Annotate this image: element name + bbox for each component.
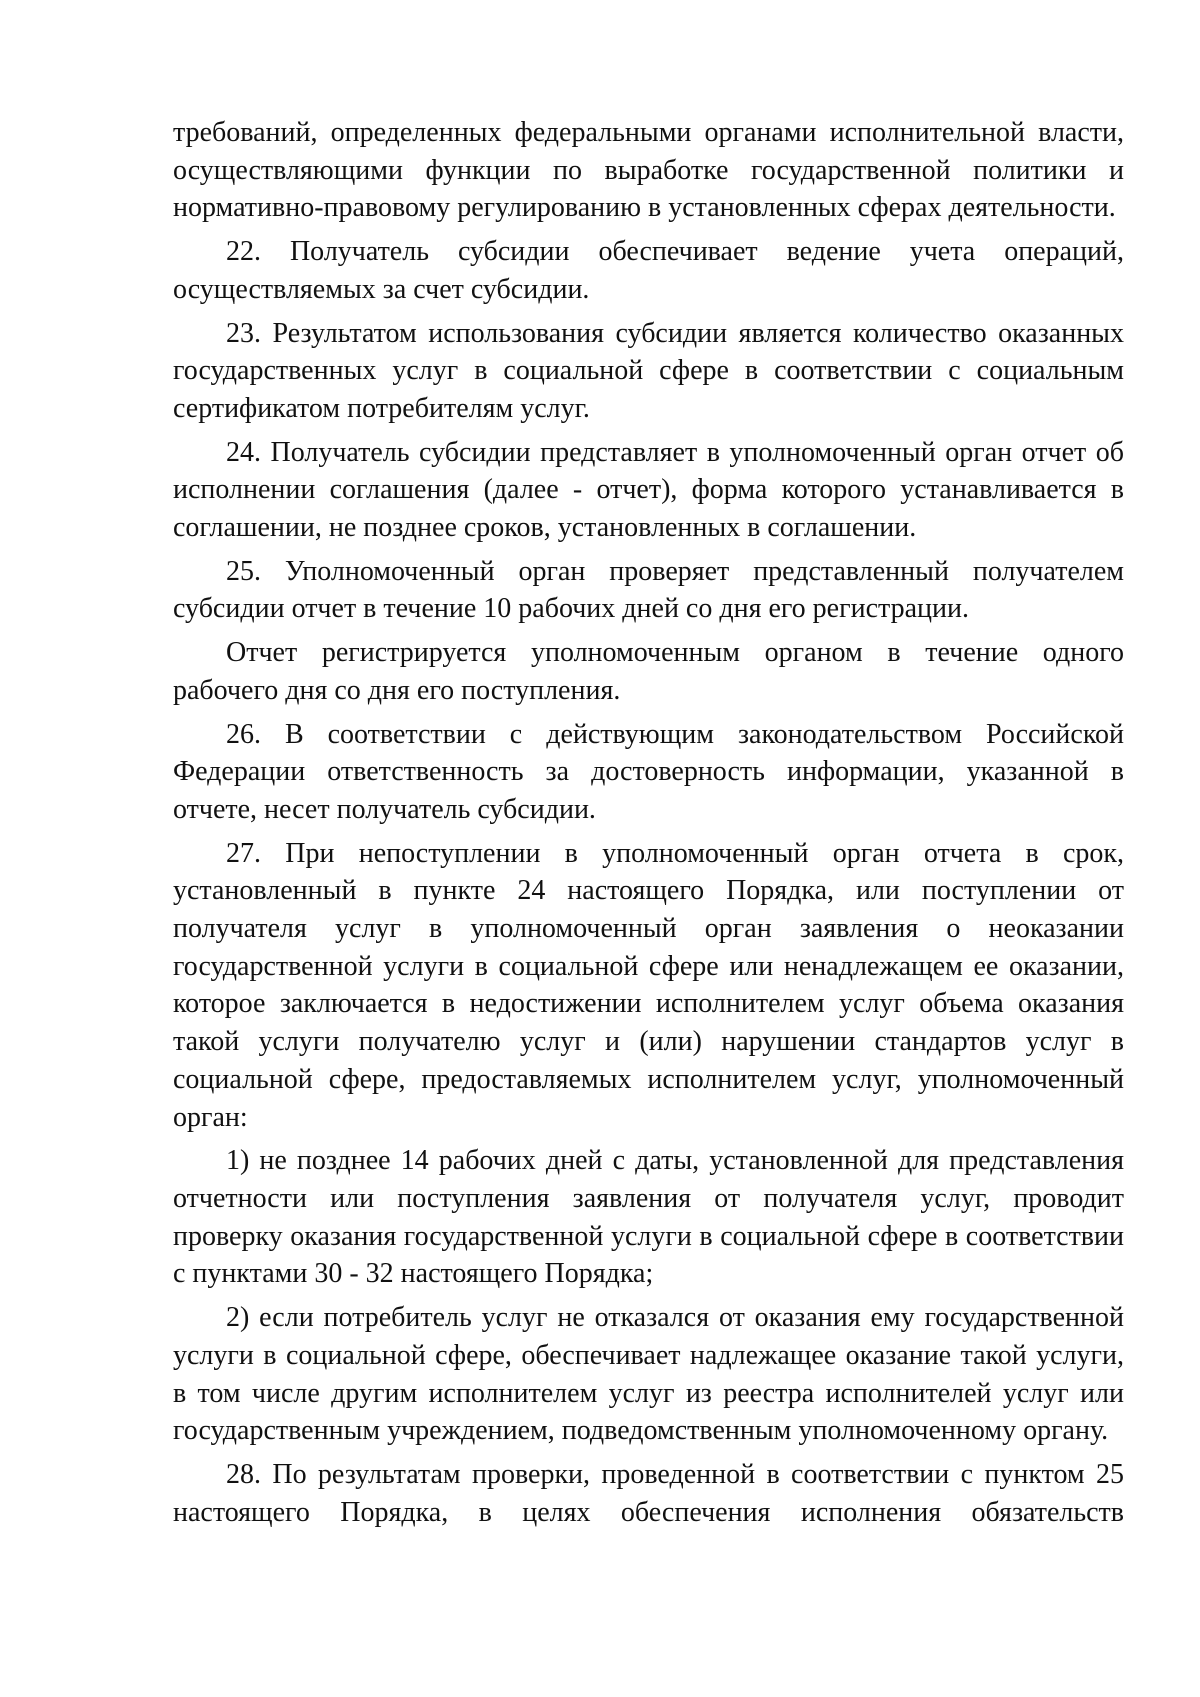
paragraph-report-registration: Отчет регистрируется уполномоченным органом в течение одного рабочего дня со дня его поступления.: [173, 637, 1124, 706]
paragraph-23: 23. Результатом использования субсидии является количество оказанных государственных услуг в социальной сфере в соответствии с социальным сертификатом потребителям услуг.: [173, 317, 1124, 424]
paragraph-24: 24. Получатель субсидии представляет в уполномоченный орган отчет об исполнении соглашения (далее - отчет), форма которого устанавливается в соглашении, не позднее сроков, установленных в соглашении.: [173, 436, 1124, 544]
paragraph-27-item-1: 1) не позднее 14 рабочих дней с даты, установленной для представления отчетности или поступления заявления от получателя услуг, проводит проверку оказания государственной услуги в социальной сфере в соответствии с пунктами 30 - 32 настоящего Порядка;: [173, 1145, 1124, 1290]
paragraph-28: 28. По результатам проверки, проведенной в соответствии с пунктом 25 настоящего Порядка, в целях обеспечения исполнения обязательств: [173, 1458, 1124, 1528]
paragraph-26: 26. В соответствии с действующим законодательством Российской Федерации ответственность за достоверность информации, указанной в отчете, несет получатель субсидии.: [173, 718, 1124, 825]
paragraph-22: 22. Получатель субсидии обеспечивает ведение учета операций, осуществляемых за счет субсидии.: [173, 236, 1124, 305]
paragraph-27: 27. При непоступлении в уполномоченный орган отчета в срок, установленный в пункте 24 настоящего Порядка, или поступлении от получателя услуг в уполномоченный орган заявления о неоказании государственной услуги в социальной сфере или ненадлежащем ее оказании, которое заключается в недостижении исполнителем услуг объема оказания такой услуги получателю услуг и (или) нарушении стандартов услуг в социальной сфере, предоставляемых исполнителем услуг, уполномоченный орган:: [173, 837, 1124, 1133]
paragraph-25: 25. Уполномоченный орган проверяет представленный получателем субсидии отчет в течение 10 рабочих дней со дня его регистрации.: [173, 555, 1124, 625]
document-page: [173, 114, 1124, 1537]
paragraph-27-item-2: 2) если потребитель услуг не отказался от оказания ему государственной услуги в социальной сфере, обеспечивает надлежащее оказание такой услуги, в том числе другим исполнителем услуг из реестра исполнителей услуг или государственным учреждением, подведомственным уполномоченному органу.: [173, 1302, 1124, 1447]
paragraph-continuation: требований, определенных федеральными органами исполнительной власти, осуществляющими функции по выработке государственной политики и нормативно-правовому регулированию в установленных сферах деятельности.: [173, 117, 1124, 224]
